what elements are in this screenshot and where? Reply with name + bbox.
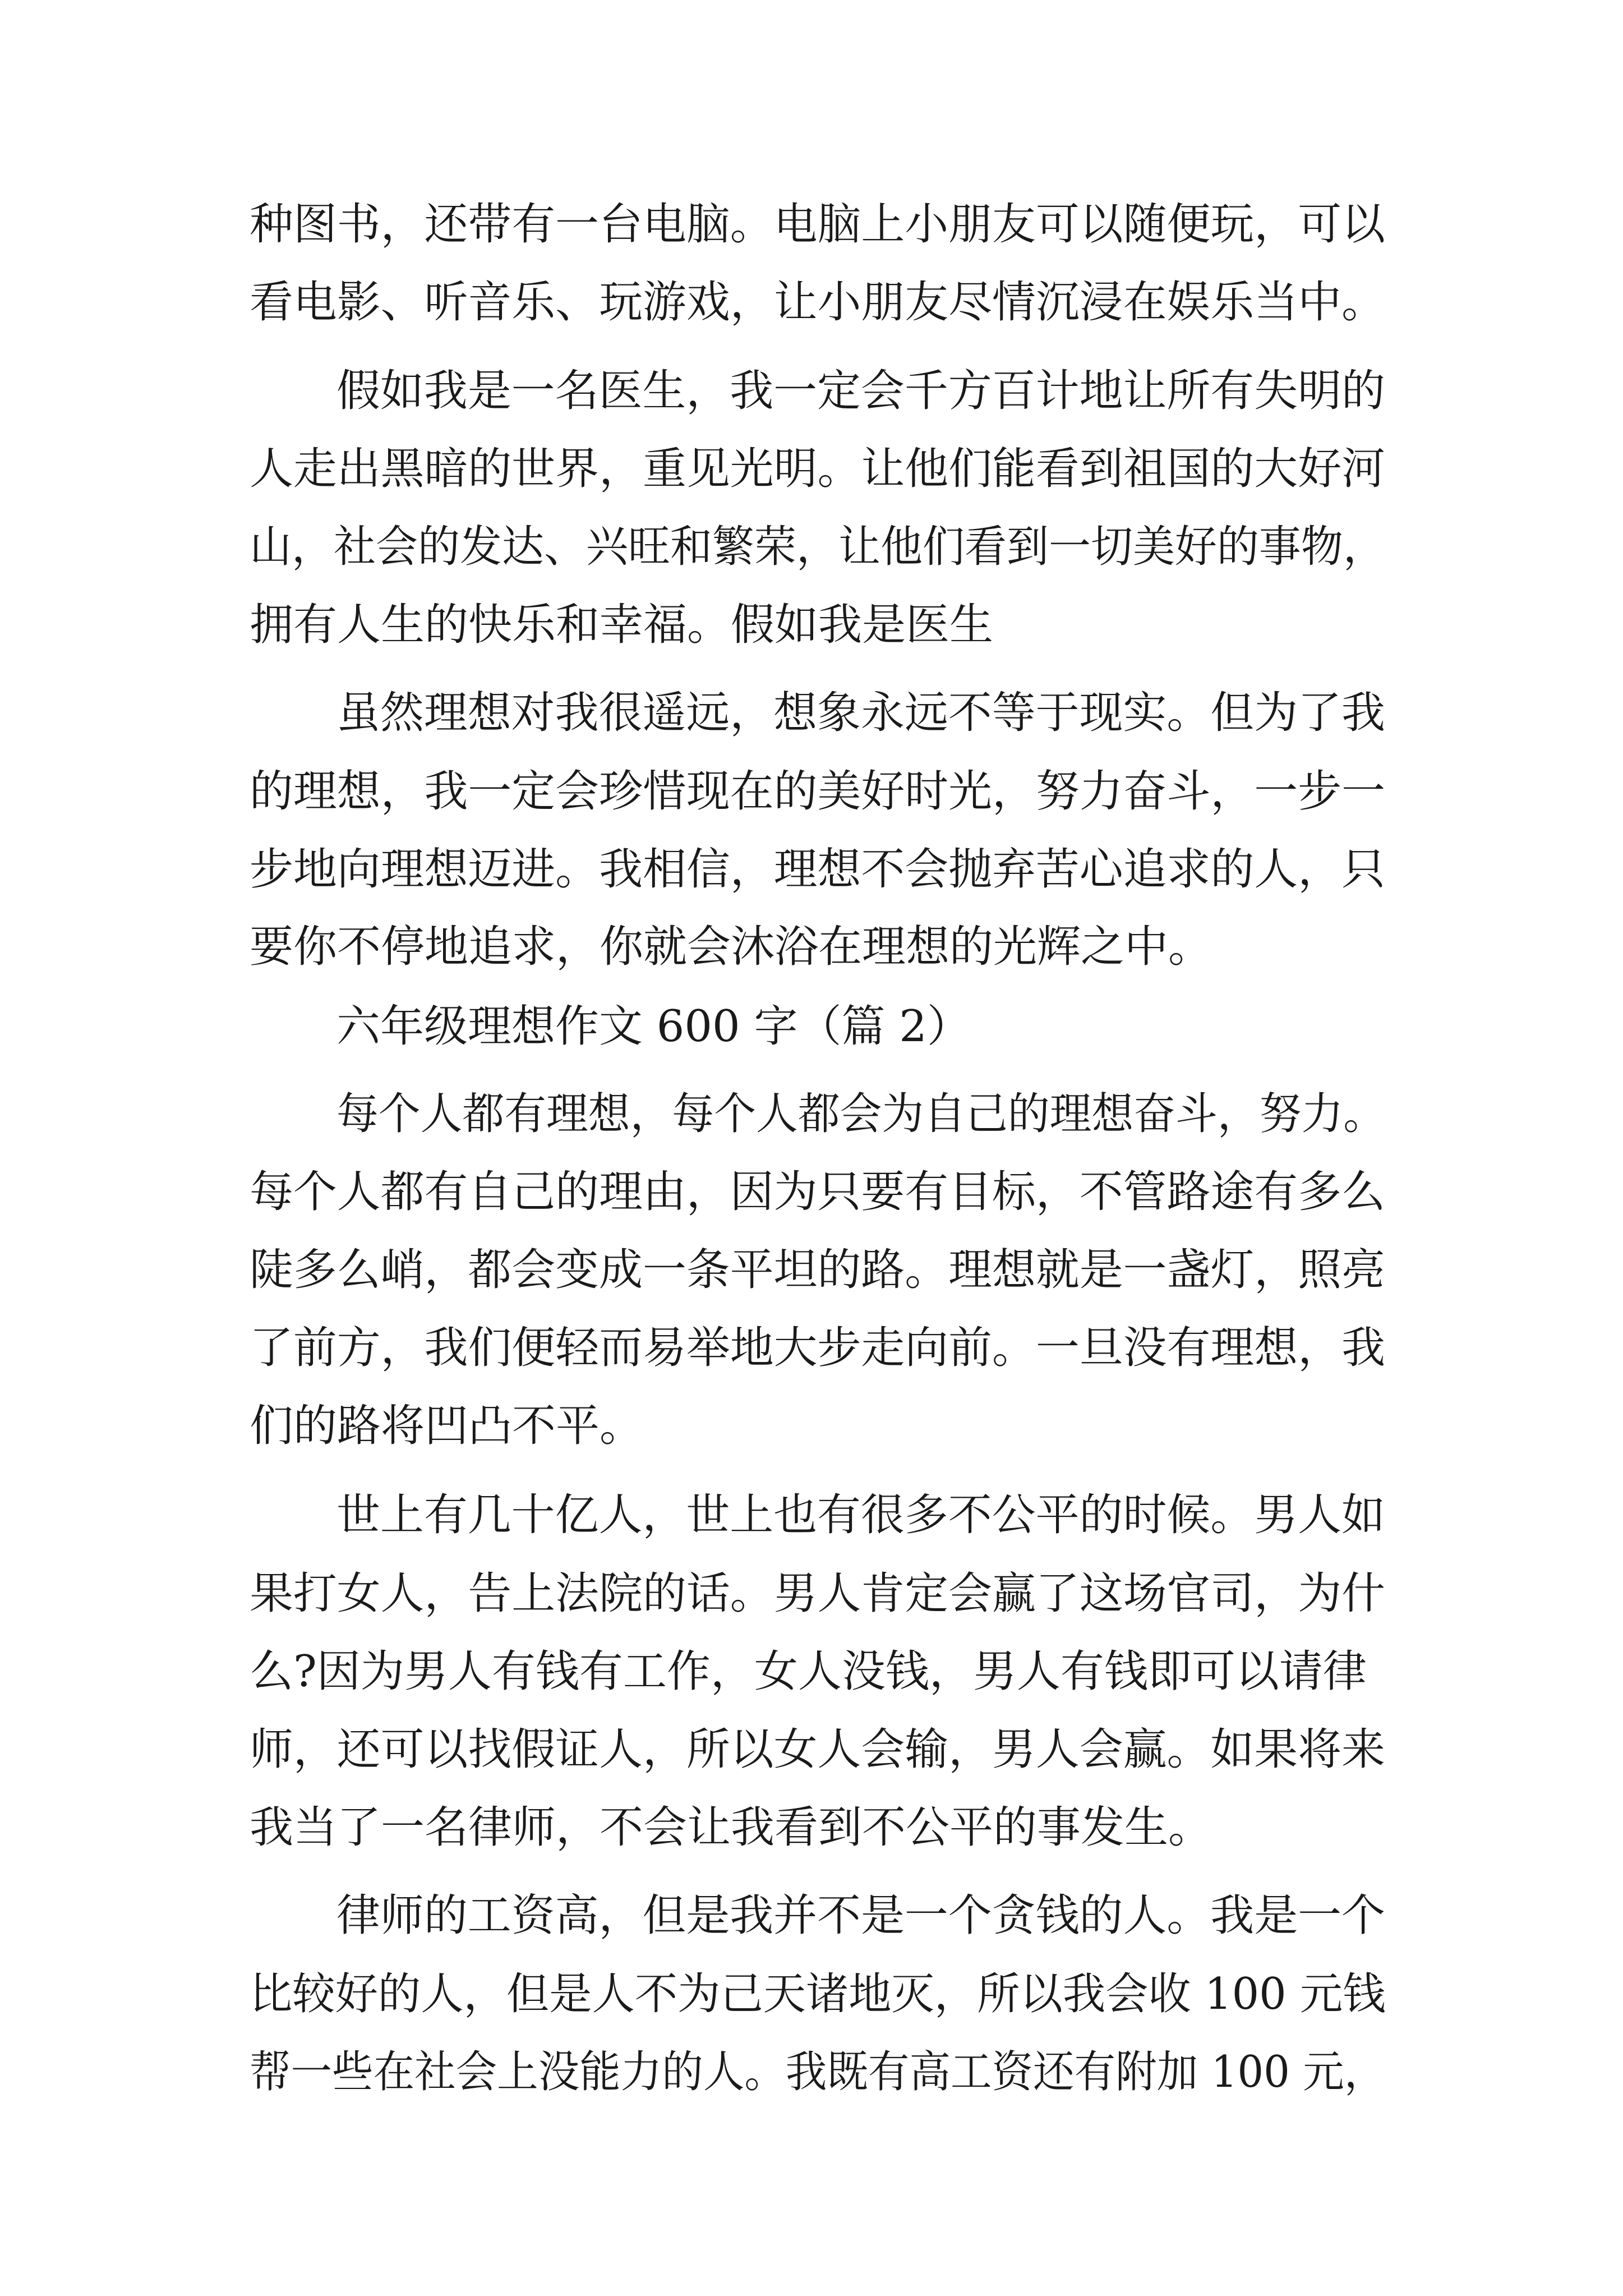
text-line: 我当了一名律师，不会让我看到不公平的事发生。 <box>250 1802 1212 1853</box>
text-line: 看电影、听音乐、玩游戏，让小朋友尽情沉浸在娱乐当中。 <box>250 277 1385 328</box>
text-line: 假如我是一名医生，我一定会千方百计地让所有失明的 <box>336 366 1385 416</box>
text-line: 帮一些在社会上没能力的人。我既有高工资还有附加 100 元， <box>250 2047 1386 2097</box>
text-line: 师，还可以找假证人，所以女人会输，男人会赢。如果将来 <box>250 1724 1385 1775</box>
text-line: 山，社会的发达、兴旺和繁荣，让他们看到一切美好的事物， <box>250 522 1385 572</box>
text-line: 每个人都有自己的理由，因为只要有目标，不管路途有多么 <box>250 1167 1385 1217</box>
text-line: 么?因为男人有钱有工作，女人没钱，男人有钱即可以请律 <box>250 1646 1367 1697</box>
text-line: 果打女人，告上法院的话。男人肯定会赢了这场官司，为什 <box>250 1568 1385 1619</box>
text-line: 世上有几十亿人，世上也有很多不公平的时候。男人如 <box>336 1490 1385 1540</box>
text-line: 步地向理想迈进。我相信，理想不会抛弃苦心追求的人，只 <box>250 844 1385 895</box>
text-line: 虽然理想对我很遥远，想象永远不等于现实。但为了我 <box>336 688 1385 738</box>
text-line: 律师的工资高，但是我并不是一个贪钱的人。我是一个 <box>336 1890 1385 1941</box>
text-line: 人走出黑暗的世界，重见光明。让他们能看到祖国的大好河 <box>250 444 1385 494</box>
text-line: 种图书，还带有一台电脑。电脑上小朋友可以随便玩，可以 <box>250 199 1385 250</box>
text-line: 陡多么峭，都会变成一条平坦的路。理想就是一盏灯，照亮 <box>250 1245 1385 1295</box>
text-line: 的理想，我一定会珍惜现在的美好时光，努力奋斗，一步一 <box>250 766 1385 817</box>
text-line: 了前方，我们便轻而易举地大步走向前。一旦没有理想，我 <box>250 1323 1385 1373</box>
section-heading: 六年级理想作文 600 字（篇 2） <box>336 1001 971 1052</box>
text-line: 拥有人生的快乐和幸福。假如我是医生 <box>250 600 994 650</box>
text-line: 每个人都有理想，每个人都会为自己的理想奋斗，努力。 <box>336 1089 1386 1139</box>
text-line: 比较好的人，但是人不为己天诸地灭，所以我会收 100 元钱 <box>250 1969 1386 2019</box>
text-line: 们的路将凹凸不平。 <box>250 1401 644 1451</box>
text-line: 要你不停地追求，你就会沐浴在理想的光辉之中。 <box>250 922 1212 972</box>
